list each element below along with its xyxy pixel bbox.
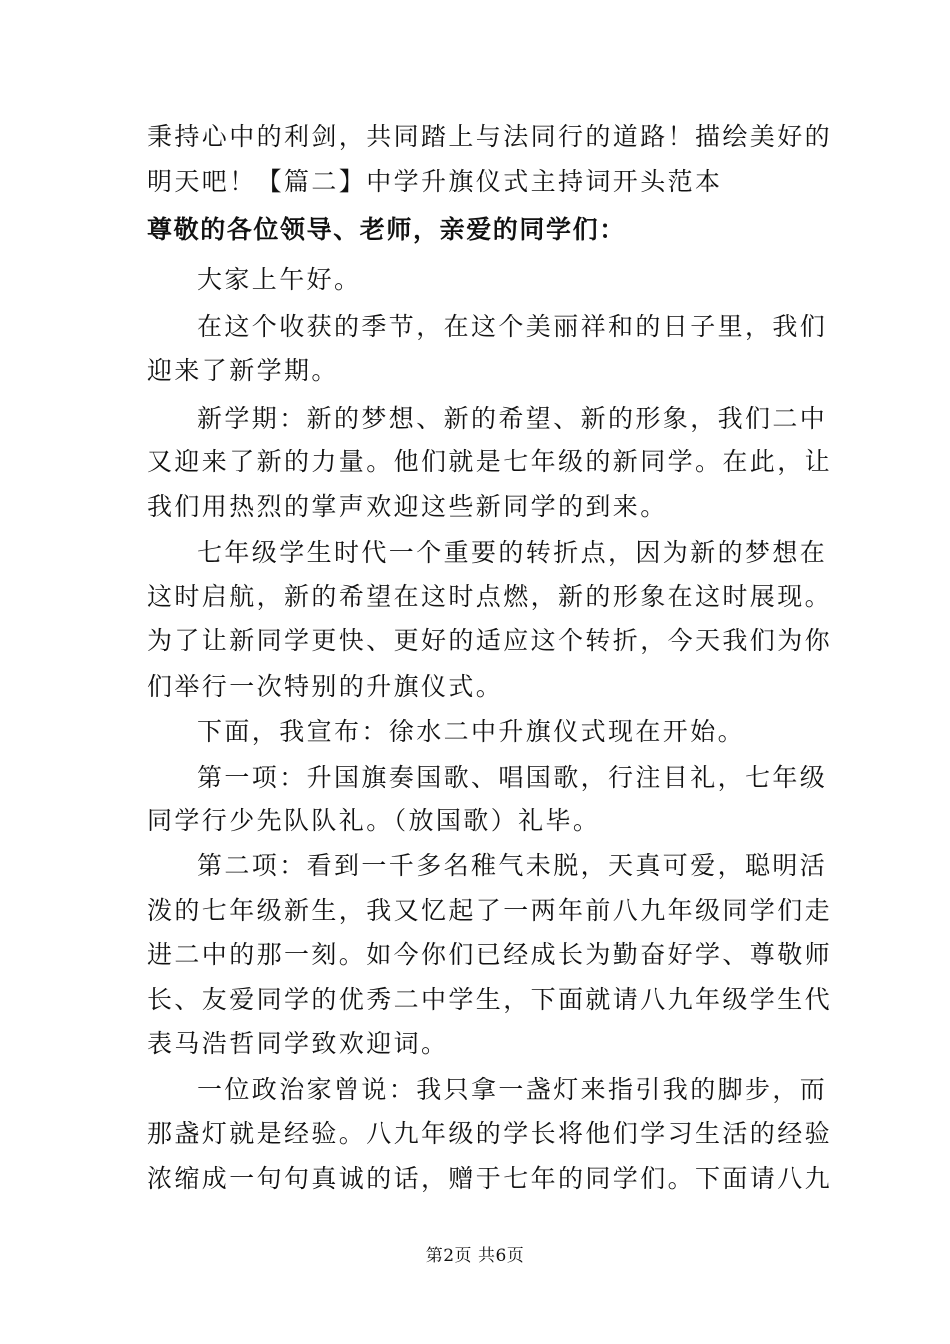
text-line: 泼的七年级新生，我又忆起了一两年前八九年级同学们走 [147,896,833,925]
text-line: 这时启航，新的希望在这时点燃，新的形象在这时展现。 [147,582,833,611]
page-number-footer: 第2页 共6页 [425,1246,525,1266]
text-line: 同学行少先队队礼。（放国歌）礼毕。 [147,806,601,835]
text-line: 一位政治家曾说：我只拿一盏灯来指引我的脚步，而 [197,1075,828,1104]
text-line: 进二中的那一刻。如今你们已经成长为勤奋好学、尊敬师 [147,940,833,969]
text-line: 在这个收获的季节，在这个美丽祥和的日子里，我们 [197,312,828,341]
text-line: 七年级学生时代一个重要的转折点，因为新的梦想在 [197,538,828,567]
text-line: 秉持心中的利剑，共同踏上与法同行的道路！描绘美好的 [147,122,833,151]
text-line: 表马浩哲同学致欢迎词。 [147,1029,449,1058]
text-line: 为了让新同学更快、更好的适应这个转折，今天我们为你 [147,626,833,655]
text-line: 第二项：看到一千多名稚气未脱，天真可爱，聪明活 [197,851,828,880]
salutation-heading: 尊敬的各位领导、老师，亲爱的同学们： [147,215,626,244]
text-line: 下面，我宣布：徐水二中升旗仪式现在开始。 [197,717,746,746]
text-line: 我们用热烈的掌声欢迎这些新同学的到来。 [147,492,668,521]
text-line: 又迎来了新的力量。他们就是七年级的新同学。在此，让 [147,447,833,476]
text-line: 们举行一次特别的升旗仪式。 [147,672,504,701]
text-line: 迎来了新学期。 [147,356,339,385]
text-line: 浓缩成一句句真诚的话，赠于七年的同学们。下面请八九 [147,1164,833,1193]
text-line: 大家上午好。 [197,265,362,294]
text-line: 新学期：新的梦想、新的希望、新的形象，我们二中 [197,404,828,433]
text-line: 长、友爱同学的优秀二中学生，下面就请八九年级学生代 [147,985,833,1014]
text-line: 那盏灯就是经验。八九年级的学长将他们学习生活的经验 [147,1119,833,1148]
text-line: 第一项：升国旗奏国歌、唱国歌，行注目礼，七年级 [197,763,828,792]
text-line: 明天吧！【篇二】中学升旗仪式主持词开头范本 [147,167,723,196]
